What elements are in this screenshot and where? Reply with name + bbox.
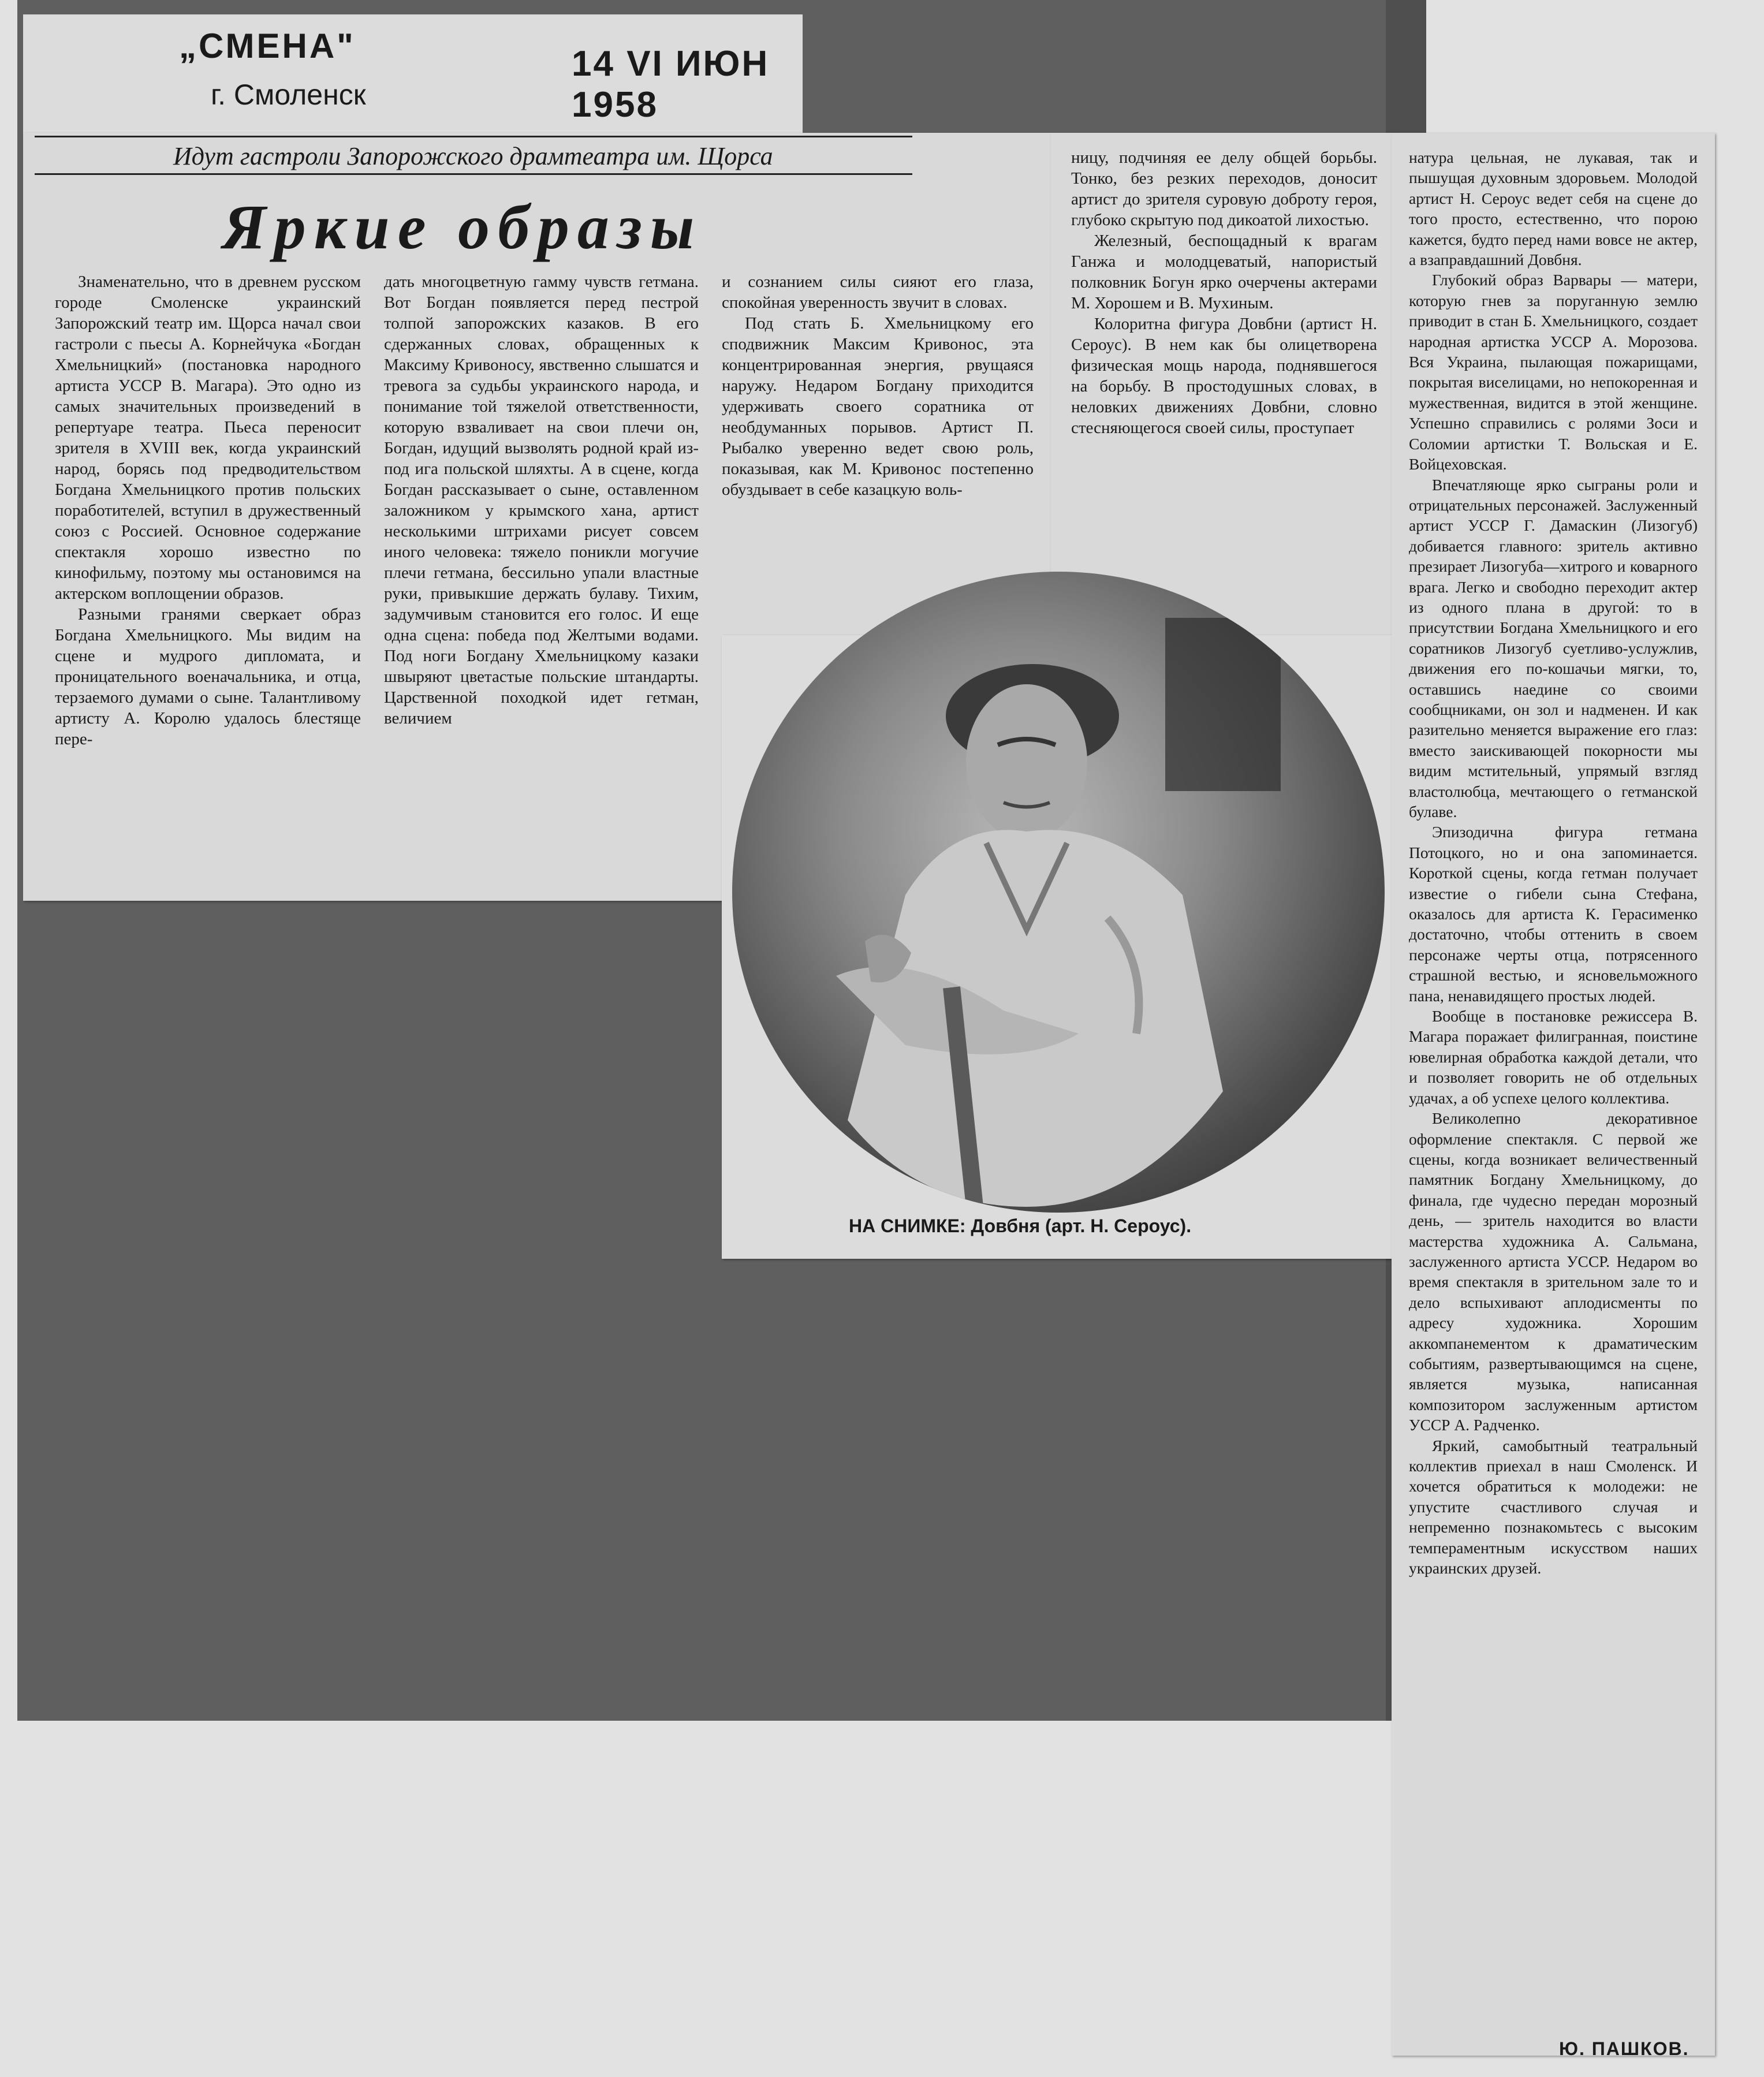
- paragraph: Глубокий образ Варвары — матери, которую гнев за поруганную землю приводит в стан Б. Хмельницкого, создает народная артистка УССР А. Морозова. Вся Украина, пылающая пожарищами, покрытая виселицами, но непокоренная и мужественная, видится в этой женщине. Успешно справились с ролями Зоси и Соломии артистки Т. Вольская и Е. Войцеховская.: [1409, 271, 1698, 473]
- photo-frame: [732, 572, 1385, 1213]
- newspaper-name-stamp: „СМЕНА": [179, 27, 356, 65]
- article-column-3: [722, 271, 1034, 500]
- paragraph: Железный, беспощадный к врагам Ганжа и молодцеватый, напористый полковник Богун ярко очерчены актерами М. Хорошем и В. Мухиным.: [1071, 232, 1377, 312]
- paragraph: Колоритна фигура Довбни (артист Н. Сероус). В нем как бы олицетворена физическая мощь народа, поднявшегося на борьбу. В простодушных словах, в неловких движениях Довбни, словно стесняющегося своей силы, проступает: [1071, 315, 1377, 437]
- paragraph: Яркий, самобытный театральный коллектив приехал в наш Смоленск. И хочется обратиться к молодежи: не упустите счастливого случая и непременно познакомьтесь с высоким темпераментным искусством наших украинских друзей.: [1409, 1436, 1698, 1578]
- author-signature: Ю. ПАШКОВ.: [1559, 2038, 1690, 2059]
- paragraph: Эпизодична фигура гетмана Потоцкого, но и она запоминается. Короткой сцены, когда гетман получает известие о гибели сына Стефана, оказалось для артиста К. Герасименко достаточно, чтобы оттенить в своем персонаже черты отца, потрясенного страшной вестью, и ясновельможного пана, ненавидящего простых людей.: [1409, 823, 1698, 1005]
- paragraph: дать многоцветную гамму чувств гетмана. Вот Богдан появляется перед пестрой толпой запорожских казаков. В его сдержанных словах, обращенных к Максиму Кривоносу, явственно слышатся и тревога за судьбы украинского народа, и понимание той тяжелой ответственности, которую взваливает на свои плечи он, Богдан, идущий вызволять родной край из-под ига польской шляхты. А в сцене, когда Богдан рассказывает о сыне, оставленном заложником у крымского хана, артист несколькими штрихами рисует совсем иного человека: тяжело поникли могучие плечи гетмана, бессильно упали властные руки, привыкшие держать булаву. Тихим, задумчивым становится его голос. И еще одна сцена: победа под Желтыми водами. Под ноги Богдану Хмельницкому казаки швыряют цветастые польские штандарты. Царственной походкой идет гетман, величием: [384, 273, 699, 728]
- paragraph: Разными гранями сверкает образ Богдана Хмельницкого. Мы видим на сцене и мудрого дипломата, и проницательного военачальника, и отца, терзаемого думами о сыне. Талантливому артисту А. Королю удалось блестяще пере-: [55, 605, 361, 748]
- paragraph: ницу, подчиняя ее делу общей борьбы. Тонко, без резких переходов, доносит артист до зрителя суровую доброту героя, глубоко скрытую под дикоатой лихостью.: [1071, 148, 1377, 229]
- article-headline: Яркие образы: [222, 192, 703, 262]
- article-column-2: [384, 271, 699, 729]
- kicker-rule-bottom: [35, 173, 912, 175]
- date-stamp: 14 VI ИЮН 1958: [572, 44, 770, 125]
- kicker-rule-top: [35, 136, 912, 137]
- article-column-4: [1071, 147, 1377, 438]
- paragraph: Великолепно декоративное оформление спектакля. С первой же сцены, когда возникает величественный памятник Богдану Хмельницкому, до финала, где чудесно передан морозный день, — зритель находится во власти мастерства художника А. Сальмана, заслуженного артиста УССР. Недаром во время спектакля в зрительном зале то и дело вспыхивают аплодисменты по адресу художника. Хорошим аккомпанементом к драматическим событиям, развертывающимся на сцене, является музыка, написанная композитором заслуженным артистом УССР А. Радченко.: [1409, 1109, 1698, 1434]
- paragraph: Под стать Б. Хмельницкому его сподвижник Максим Кривонос, эта концентрированная энергия, рвущаяся наружу. Недаром Богдану приходится удерживать своего соратника от необдуманных порывов. Артист П. Рыбалко уверенно ведет свою роль, показывая, как М. Кривонос постепенно обуздывает в себе казацкую воль-: [722, 314, 1034, 499]
- paragraph: и сознанием силы сияют его глаза, спокойная уверенность звучит в словах.: [722, 273, 1034, 312]
- masthead-clipping: [23, 14, 803, 149]
- article-column-1: [55, 271, 361, 749]
- article-kicker: Идут гастроли Запорожского драмтеатра им. Щорса: [173, 142, 773, 170]
- photo-caption: НА СНИМКЕ: Довбня (арт. Н. Сероус).: [849, 1215, 1192, 1236]
- paragraph: Впечатляюще ярко сыграны роли и отрицательных персонажей. Заслуженный артист УССР Г. Дамаскин (Лизогуб) добивается главного: зритель активно презирает Лизогуба—хитрого и коварного врага. Легко и свободно переходит актер из одного плана в другой: то в присутствии Богдана Хмельницкого и его соратников Лизогуб суетливо-услужлив, движения его по-кошачьи мягки, то, оставшись наедине со своими сообщниками, он зол и надменен. И как разительно меняется выражение его глаз: вместо заискивающей покорности мы видим мстительный, упрямый взгляд властолюбца, мечтающего о гетманской булаве.: [1409, 475, 1698, 821]
- actor-figure-illustration: [732, 572, 1385, 1213]
- actor-photo: [732, 572, 1385, 1213]
- paragraph: Знаменательно, что в древнем русском городе Смоленске украинский Запорожский театр им. Щорса начал свои гастроли с пьесы А. Корнейчука «Богдан Хмельницкий» (постановка народного артиста УССР В. Магара). Это одно из самых значительных произведений в репертуаре театра. Пьеса переносит зрителя в XVIII век, когда украинский народ, борясь под предводительством Богдана Хмельницкого против польских поработителей, вступил в дружественный союз с Россией. Основное содержание спектакля хорошо известно по кинофильму, поэтому мы остановимся на актерском воплощении образов.: [55, 273, 361, 603]
- paragraph: натура цельная, не лукавая, так и пышущая духовным здоровьем. Молодой артист Н. Сероус ведет себя на сцене до того просто, естественно, что порою кажется, будто перед нами вовсе не актер, а взаправдашний Довбня.: [1409, 148, 1698, 269]
- newspaper-city-stamp: г. Смоленск: [211, 79, 366, 111]
- paragraph: Вообще в постановке режиссера В. Магара поражает филигранная, поистине ювелирная обработка каждой детали, что и позволяет говорить не об отдельных удачах, а об успехе целого коллектива.: [1409, 1007, 1698, 1107]
- article-column-5: [1409, 147, 1698, 1578]
